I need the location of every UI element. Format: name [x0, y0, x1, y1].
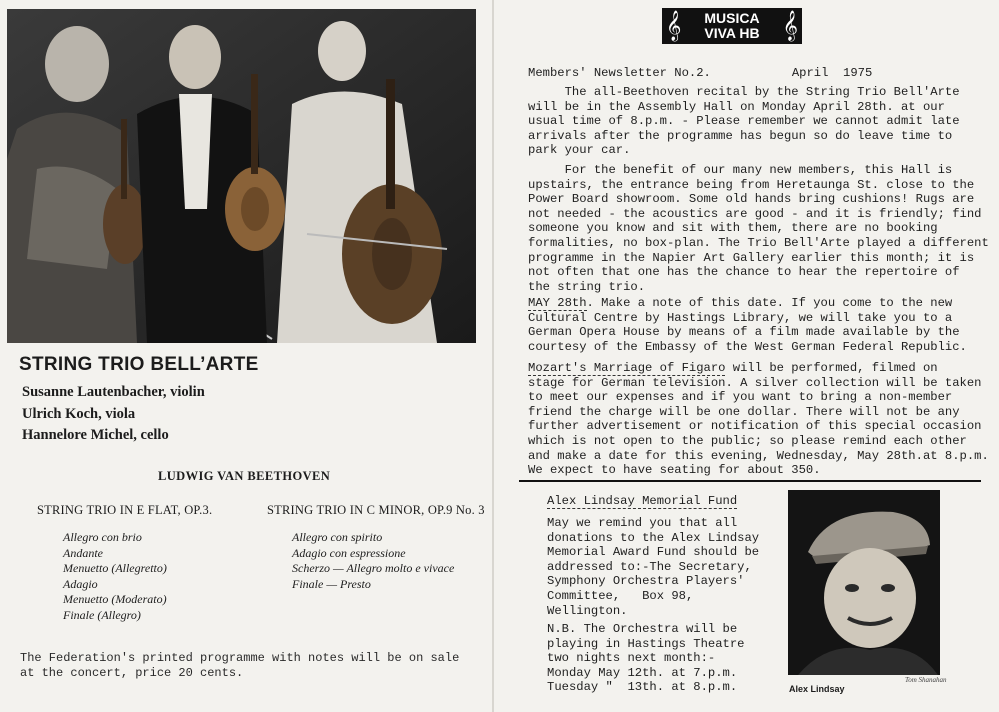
figaro-text: will be performed, filmed on stage for German television. A silver collection will be taken to meet our expenses and if you want to bring a non-member friend the charge will be one dollar. There will not be any further advertisement or notification of this special occasion which is not open to the public; so please remind each other and make a date for this evening, Wednesday, May 28th.at 8.p.m. We expect to have seating for about 350. [528, 361, 989, 478]
movement: Menuetto (Allegretto) [63, 561, 167, 575]
movement: Adagio con espressione [292, 545, 406, 560]
fund-text: May we remind you that all donations to the Alex Lindsay Memorial Award Fund should be addressed to:-The Secretary, Symphony Orchestra Players' Committee, Box 98, Wellington. [547, 516, 760, 618]
musica-viva-logo [662, 8, 802, 44]
movement: Allegro con brio [63, 530, 142, 544]
movement: Scherzo — Allegro molto e vivace [292, 561, 455, 575]
movement: Andante [63, 545, 103, 560]
movement: Menuetto (Moderato) [63, 592, 167, 606]
member-cello: Hannelore Michel, cello [22, 427, 169, 443]
trio-photo [7, 9, 476, 343]
work-title-op3: STRING TRIO IN E FLAT, OP.3. [37, 503, 213, 517]
newsletter-label: Members' Newsletter No.2. [528, 66, 711, 80]
movement: Finale (Allegro) [63, 607, 141, 622]
movement: Adagio [63, 576, 98, 591]
may-28-text: . Make a note of this date. If you come to the new Cultural Centre by Hastings Library, we will take you to a German Opera House by means of a film made available by the courtesy of the Embassy of the West German Federal Republic. [528, 296, 967, 354]
fund-title-text: Alex Lindsay Memorial Fund [547, 494, 738, 508]
alex-lindsay-portrait [788, 490, 940, 675]
orchestra-note: N.B. The Orchestra will be playing in Hastings Theatre two nights next month:- Monday May 12th. at 7.p.m. Tuesday " 13th. at 8.p.m. [547, 622, 745, 695]
ensemble-title: STRING TRIO BELL’ARTE [19, 354, 259, 375]
paragraph-may28 [528, 296, 980, 354]
newsletter-date: April 1975 [791, 66, 873, 80]
movement-list-op9 [292, 530, 454, 592]
treble-clef-icon: 𝄞 [666, 10, 682, 40]
logo-line-1: MUSICA [704, 10, 760, 26]
paragraph-venue: For the benefit of our many new members, this Hall is upstairs, the entrance being from Heretaunga St. close to the Power Board showroom. Some old hands bring cushions! Rugs are not needed - the acoustics are good - and it is friendly; find someone you know and sit with them, there are no booking formalities, no box-plan. The Trio Bell'Arte played a different programme in the Napier Art Gallery earlier this month; it is not often that one has the chance to hear the repertoire of the string trio. [528, 163, 989, 294]
federation-note: The Federation's printed programme with notes will be on sale at the concert, price 20 cents. [20, 651, 460, 680]
composer-heading: LUDWIG VAN BEETHOVEN [158, 469, 331, 483]
treble-clef-icon: 𝄞 [782, 10, 798, 40]
member-violin: Susanne Lautenbacher, violin [22, 384, 205, 400]
paragraph-figaro [528, 361, 989, 478]
fund-title [547, 494, 737, 509]
portrait-caption: Alex Lindsay [789, 684, 845, 694]
page-fold [492, 0, 494, 712]
work-title-op9: STRING TRIO IN C MINOR, OP.9 No. 3 [267, 503, 485, 517]
newsletter-header [528, 66, 872, 81]
photo-credit: Tom Shanahan [905, 676, 947, 684]
logo-line-2: VIVA HB [704, 25, 760, 41]
may-28-heading: MAY 28th [528, 296, 587, 310]
movement: Allegro con spirito [292, 530, 383, 544]
movement: Finale — Presto [292, 576, 371, 591]
paragraph-recital: The all-Beethoven recital by the String Trio Bell'Arte will be in the Assembly Hall on Monday April 28th. at our usual time of 8.p.m. - Please remember we cannot admit late arrivals after the programme has begun so do leave time to park your car. [528, 85, 960, 158]
movement-list-op3 [63, 530, 167, 623]
figaro-heading: Mozart's Marriage of Figaro [528, 361, 726, 375]
member-viola: Ulrich Koch, viola [22, 406, 136, 422]
section-divider [519, 480, 981, 482]
